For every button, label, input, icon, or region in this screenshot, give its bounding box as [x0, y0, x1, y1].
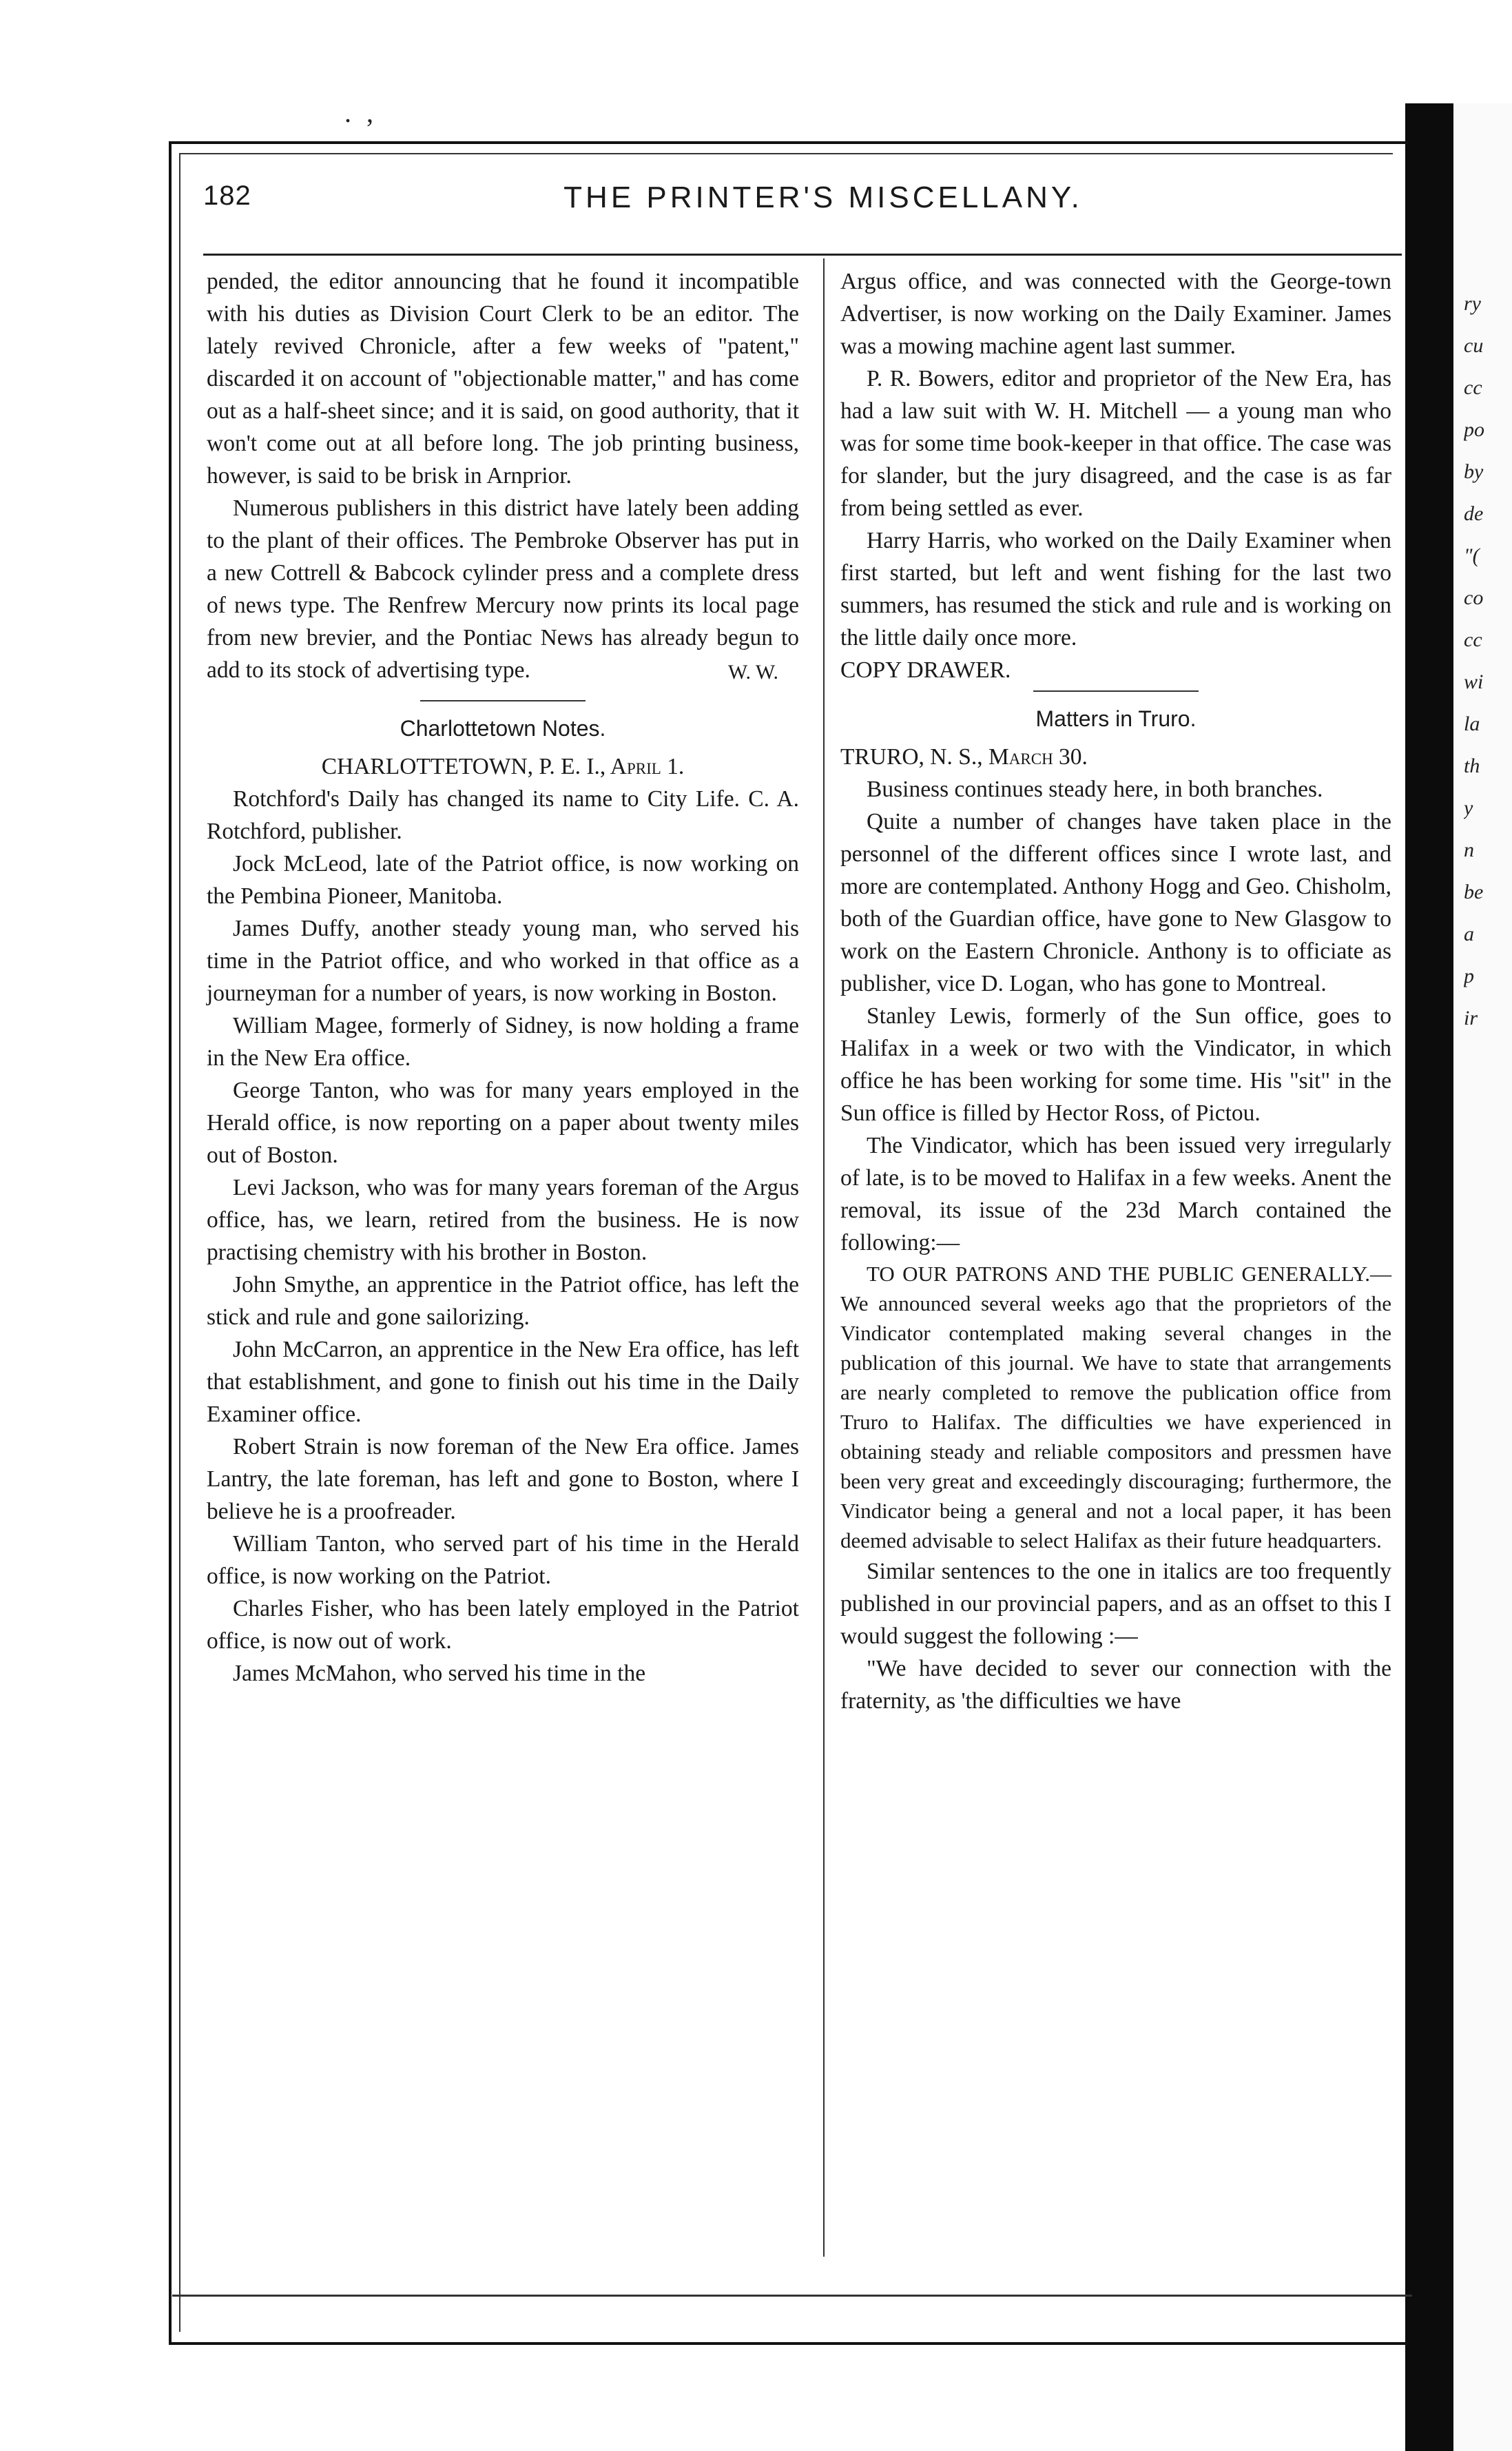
- dateline: CHARLOTTETOWN, P. E. I., April 1.: [321, 754, 685, 779]
- paragraph: James McMahon, who served his time in the: [233, 1661, 646, 1686]
- page-number: 182: [203, 181, 251, 211]
- fragment: cc: [1464, 628, 1482, 651]
- fragment: th: [1464, 755, 1480, 777]
- paragraph: James Duffy, another steady young man, who served his time in the Patriot office, and who worked in that office as a journeyman for a number of years, is now working in Boston.: [207, 916, 799, 1006]
- fragment: po: [1464, 418, 1484, 441]
- paragraph: Numerous publishers in this district have lately been adding to the plant of their offices. The Pembroke Observer has put in a new Cottrell & Babcock cylinder press and a complete dress of news type. The Renfrew Mercury now prints its local page from new brevier, and the Pontiac News has already begun to add to its stock of advertising type.: [207, 495, 799, 683]
- dateline: TRURO, N. S., March 30.: [840, 744, 1088, 770]
- facing-page-fragments: [1464, 283, 1505, 1039]
- section-heading: Charlottetown Notes.: [400, 716, 606, 741]
- signature-initials: W. W.: [727, 661, 778, 684]
- paragraph: The Vindicator, which has been issued very irregularly of late, is to be moved to Halifax in a few weeks. Anent the removal, its issue of the 23d March contained the following:—: [840, 1133, 1391, 1255]
- fragment: y: [1464, 797, 1473, 819]
- quoted-notice: TO OUR PATRONS AND THE PUBLIC GENERALLY.—We announced several weeks ago that the proprietors of the Vindicator contemplated making several changes in the publication of this journal. We have to state that arrangements are nearly completed to remove the publication office from Truro to Halifax. The difficulties we have experienced in obtaining steady and reliable compositors and pressmen have been very great and exceedingly discouraging; furthermore, the Vindicator being a general and not a local paper, it has been deemed advisable to select Halifax as their future headquarters.: [840, 1262, 1391, 1552]
- paragraph: Business continues steady here, in both branches.: [867, 777, 1323, 802]
- fragment: co: [1464, 586, 1484, 609]
- fragment: ry: [1464, 292, 1481, 315]
- paragraph: Rotchford's Daily has changed its name to City Life. C. A. Rotchford, publisher.: [207, 786, 799, 844]
- paragraph: Levi Jackson, who was for many years foreman of the Argus office, has, we learn, retired from the business. He is now practising chemistry with his brother in Boston.: [207, 1175, 799, 1265]
- signature: COPY DRAWER.: [840, 657, 1011, 683]
- right-column: [840, 265, 1391, 1717]
- fragment: wi: [1464, 670, 1484, 693]
- paragraph: John Smythe, an apprentice in the Patriot office, has left the stick and rule and gone sailorizing.: [207, 1272, 799, 1330]
- paragraph: P. R. Bowers, editor and proprietor of the New Era, has had a law suit with W. H. Mitchell — a young man who was for some time book-keeper in that office. The case was for slander, but the jury disagreed, and the case is as far from being settled as ever.: [840, 366, 1391, 521]
- fragment: "(: [1464, 544, 1480, 567]
- book-spine-shadow: [1405, 103, 1453, 2451]
- header-rule: [203, 254, 1402, 256]
- margin-marks: . ,: [344, 97, 377, 128]
- fragment: cu: [1464, 334, 1484, 357]
- paragraph: William Magee, formerly of Sidney, is now holding a frame in the New Era office.: [207, 1013, 799, 1071]
- section-separator: [1033, 690, 1199, 692]
- paragraph: Quite a number of changes have taken place in the personnel of the different offices since I wrote last, and more are contemplated. Anthony Hogg and Geo. Chisholm, both of the Guardian office, have gone to New Glasgow to work on the Eastern Chronicle. Anthony is to officiate as publisher, vice D. Logan, who has gone to Montreal.: [840, 809, 1391, 996]
- column-divider: [823, 258, 825, 2257]
- section-heading: Matters in Truro.: [1035, 706, 1197, 731]
- paragraph: "We have decided to sever our connection with the fraternity, as 'the difficulties we have: [840, 1656, 1391, 1714]
- paragraph: pended, the editor announcing that he found it incompatible with his duties as Division Court Clerk to be an editor. The lately revived Chronicle, after a few weeks of "patent," discarded it on account of "objectionable matter," and has come out as a half-sheet since; and it is said, on good authority, that it won't come out at all before long. The job printing business, however, is said to be brisk in Arnprior.: [207, 269, 799, 489]
- fragment: ir: [1464, 1007, 1478, 1029]
- paragraph: William Tanton, who served part of his time in the Herald office, is now working on the Patriot.: [207, 1531, 799, 1589]
- paragraph: Similar sentences to the one in italics are too frequently published in our provincial papers, and as an offset to this I would suggest the following :—: [840, 1559, 1391, 1649]
- fragment: cc: [1464, 376, 1482, 399]
- page-title: THE PRINTER'S MISCELLANY.: [563, 181, 1083, 214]
- paragraph: John McCarron, an apprentice in the New Era office, has left that establishment, and gone to finish out his time in the Daily Examiner office.: [207, 1337, 799, 1427]
- fragment: be: [1464, 881, 1484, 903]
- paragraph: Charles Fisher, who has been lately employed in the Patriot office, is now out of work.: [207, 1596, 799, 1654]
- paragraph: Jock McLeod, late of the Patriot office, is now working on the Pembina Pioneer, Manitoba.: [207, 851, 799, 909]
- fragment: n: [1464, 839, 1474, 861]
- page-header: [203, 181, 1402, 229]
- paragraph: George Tanton, who was for many years employed in the Herald office, is now reporting on a paper about twenty miles out of Boston.: [207, 1078, 799, 1168]
- paragraph: Stanley Lewis, formerly of the Sun office, goes to Halifax in a week or two with the Vindicator, in which office he has been working for some time. His "sit" in the Sun office is filled by Hector Ross, of Pictou.: [840, 1003, 1391, 1126]
- fragment: p: [1464, 965, 1474, 987]
- section-separator: [420, 700, 586, 701]
- paragraph: Harry Harris, who worked on the Daily Examiner when first started, but left and went fishing for the last two summers, has resumed the stick and rule and is working on the little daily once more.: [840, 528, 1391, 650]
- fragment: la: [1464, 712, 1480, 735]
- bottom-rule: [172, 2295, 1412, 2297]
- fragment: by: [1464, 460, 1484, 483]
- paragraph: Argus office, and was connected with the George-town Advertiser, is now working on the Daily Examiner. James was a mowing machine agent last summer.: [840, 269, 1391, 359]
- fragment: a: [1464, 923, 1474, 945]
- paragraph: Robert Strain is now foreman of the New Era office. James Lantry, the late foreman, has left and gone to Boston, where I believe he is a proofreader.: [207, 1434, 799, 1524]
- left-column: [207, 265, 799, 1690]
- fragment: de: [1464, 502, 1484, 525]
